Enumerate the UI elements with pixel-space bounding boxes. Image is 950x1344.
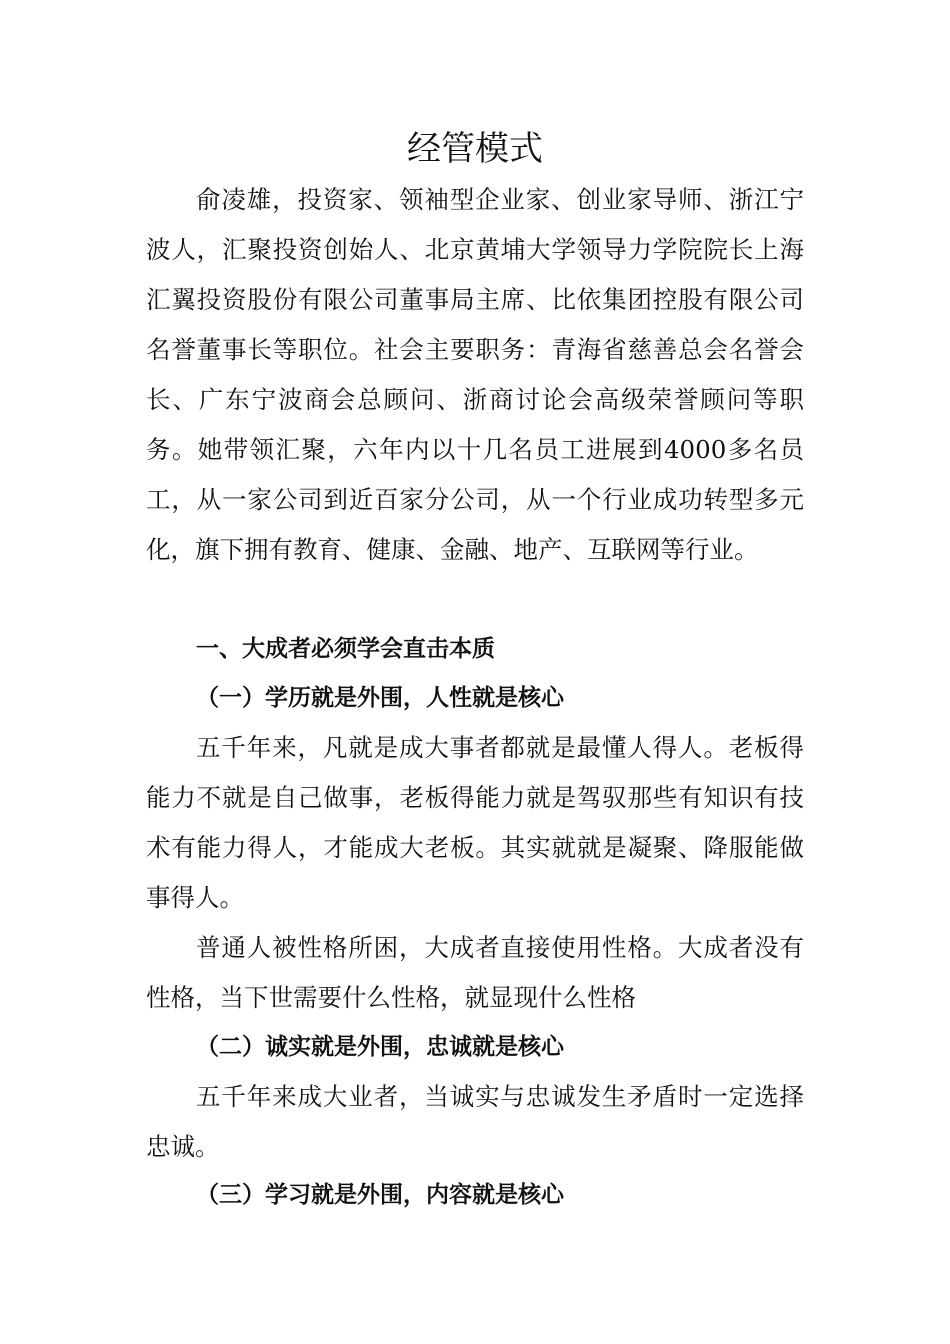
document-title: 经管模式 [407, 129, 543, 169]
paragraph-1: 五千年来，凡就是成大事者都就是最懂人得人。老板得能力不就是自己做事，老板得能力就是驾驭那些有知识有技术有能力得人，才能成大老板。其实就就是凝聚、降服能做事得人。 [146, 733, 804, 912]
section-heading-1: 一、大成者必须学会直击本质 [196, 636, 495, 662]
subsection-heading-1: （一）学历就是外围，人性就是核心 [196, 685, 564, 711]
intro-paragraph: 俞凌雄，投资家、领袖型企业家、创业家导师、浙江宁波人，汇聚投资创始人、北京黄埔大学领导力学院院长上海汇翼投资股份有限公司董事局主席、比依集团控股有限公司名誉董事长等职位。社会主要职务：青海省慈善总会名誉会长、广东宁波商会总顾问、浙商讨论会高级荣誉顾问等职务。她带领汇聚，六年内以十几名员工进展到4000多名员工，从一家公司到近百家分公司，从一个行业成功转型多元化，旗下拥有教育、健康、金融、地产、互联网等行业。 [146, 185, 804, 564]
paragraph-2: 普通人被性格所困，大成者直接使用性格。大成者没有性格，当下世需要什么性格，就显现什么性格 [146, 933, 804, 1012]
paragraph-3: 五千年来成大业者，当诚实与忠诚发生矛盾时一定选择忠诚。 [146, 1082, 804, 1161]
subsection-heading-3: （三）学习就是外围，内容就是核心 [196, 1182, 564, 1208]
subsection-heading-2: （二）诚实就是外围，忠诚就是核心 [196, 1034, 564, 1060]
